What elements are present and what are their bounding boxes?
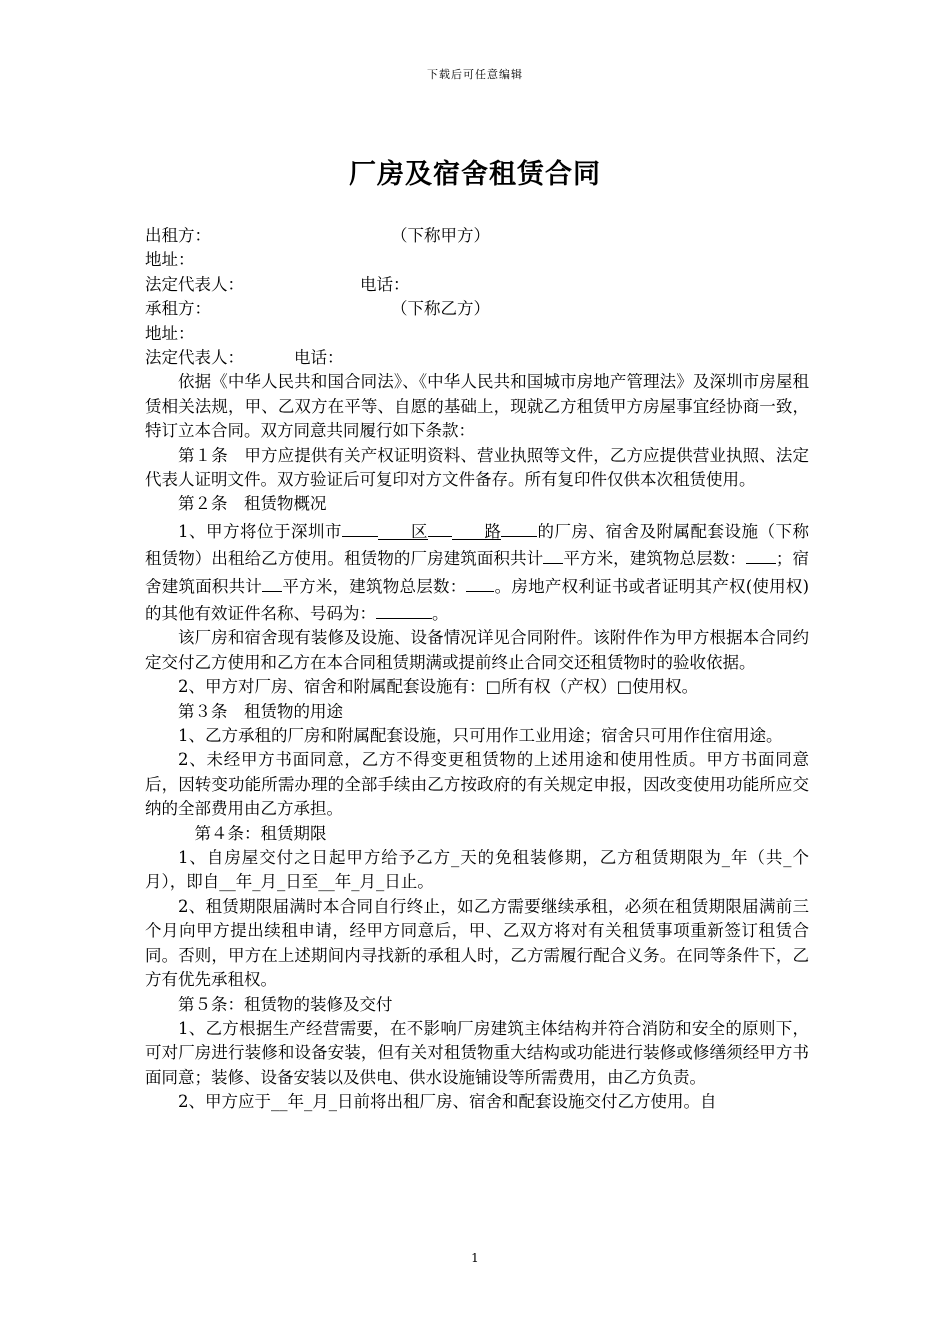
lessor-address: 地址： [145,250,195,270]
article-4-item-2: 2、租赁期限届满时本合同自行终止，如乙方需要继续承租，必须在租赁期限届满前三个月向甲方提出续租申请，经甲方同意后，甲、乙双方将对有关租赁事项重新签订租赁合同。否则，甲方在上述期间内寻找新的承租人时，乙方需履行配合义务。在同等条件下，乙方有优先承租权。 [145,896,809,990]
intro-paragraph: 依据《中华人民共和国合同法》、《中华人民共和国城市房地产管理法》及深圳市房屋租赁相关法规，甲、乙双方在平等、自愿的基础上，现就乙方租赁甲方房屋事宜经协商一致，特订立本合同。双方同意共同履行如下条款： [145,372,809,441]
article-2-item-1 [145,517,809,627]
article-5-item-2: 2、甲方应于__年_月_日前将出租厂房、宿舍和配套设施交付乙方使用。自 [178,1092,717,1112]
road-blank: 路 [452,520,502,540]
lessor-rep-label: 法定代表人： [145,274,244,294]
lessor-line [145,224,809,248]
lessee-note: （下称乙方） [391,299,490,319]
blank-underline [501,517,537,537]
text-run: 平方米，建筑物总层数： [282,576,467,596]
blank-underline [342,517,378,537]
lessor-rep-line [145,273,809,297]
blank-underline [746,544,776,564]
text-run: 平方米，建筑物总层数： [563,549,746,569]
blank-underline [262,572,282,592]
lessee-phone-label: 电话： [294,347,344,367]
lessee-address: 地址： [145,323,195,343]
text-run: 。 [432,604,449,623]
article-4-title: 第４条：租赁期限 [194,823,327,843]
district-blank: 区 [378,520,428,540]
blank-underline [543,544,563,564]
text-run: 1、甲方将位于深圳市 [178,521,342,541]
page-number: 1 [471,1251,479,1265]
lessor-note: （下称甲方） [391,226,490,245]
blank-underline [466,572,494,592]
lessee-rep-label: 法定代表人： [145,347,244,367]
article-3-item-2: 2、未经甲方书面同意，乙方不得变更租赁物的上述用途和使用性质。甲方书面同意后，因转变功能所需办理的全部手续由乙方按政府的有关规定申报，因改变使用功能所应交纳的全部费用由乙方承担。 [145,750,809,819]
article-3-title: 第３条 租赁物的用途 [178,701,343,721]
article-3-item-1: 1、乙方承租的厂房和附属配套设施，只可用作工业用途；宿舍只可用作住宿用途。 [178,726,783,746]
lessee-rep-line [145,346,809,370]
article-5-item-1: 1、乙方根据生产经营需要，在不影响厂房建筑主体结构并符合消防和安全的原则下，可对厂房进行装修和设备安装，但有关对租赁物重大结构或功能进行装修或修缮须经甲方书面同意；装修、设备安装以及供电、供水设施铺设等所需费用，由乙方负责。 [145,1018,809,1087]
article-5-title: 第５条：租赁物的装修及交付 [178,994,393,1014]
text-run: 。房地产权利证书或者证明其产权(使用权)的其他有效证件名称、号码为： [145,576,810,623]
article-2-item-2: 2、甲方对厂房、宿舍和附属配套设施有：□所有权（产权）□使用权。 [178,677,699,697]
lessor-label: 出租方： [145,226,211,245]
contract-body [145,224,809,1115]
blank-underline [428,517,452,537]
article-2-title: 第２条 租赁物概况 [178,494,327,514]
article-4-item-1: 1、自房屋交付之日起甲方给予乙方_天的免租装修期，乙方租赁期限为_年（共_个月），即自__年_月_日至__年_月_日止。 [145,848,809,892]
article-1: 第１条 甲方应提供有关产权证明资料、营业执照等文件，乙方应提供营业执照、法定代表人证明文件。双方验证后可复印对方文件备存。所有复印件仅供本次租赁使用。 [145,445,809,489]
text-run: ；宿舍建筑面积共计 [145,549,810,596]
lessor-phone-label: 电话： [360,274,410,294]
lessee-line [145,297,809,321]
blank-underline [376,599,432,619]
page-header-note: 下载后可任意编辑 [427,68,523,81]
article-2-appendix: 该厂房和宿舍现有装修及设施、设备情况详见合同附件。该附件作为甲方根据本合同约定交付乙方使用和乙方在本合同租赁期满或提前终止合同交还租赁物时的验收依据。 [145,628,809,672]
document-title: 厂房及宿舍租赁合同 [349,159,601,190]
text-run: 的厂房、宿舍及附属配套设施（下称租赁物）出租给乙方使用。租赁物的厂房建筑面积共计 [145,521,809,569]
lessee-label: 承租方： [145,299,211,319]
